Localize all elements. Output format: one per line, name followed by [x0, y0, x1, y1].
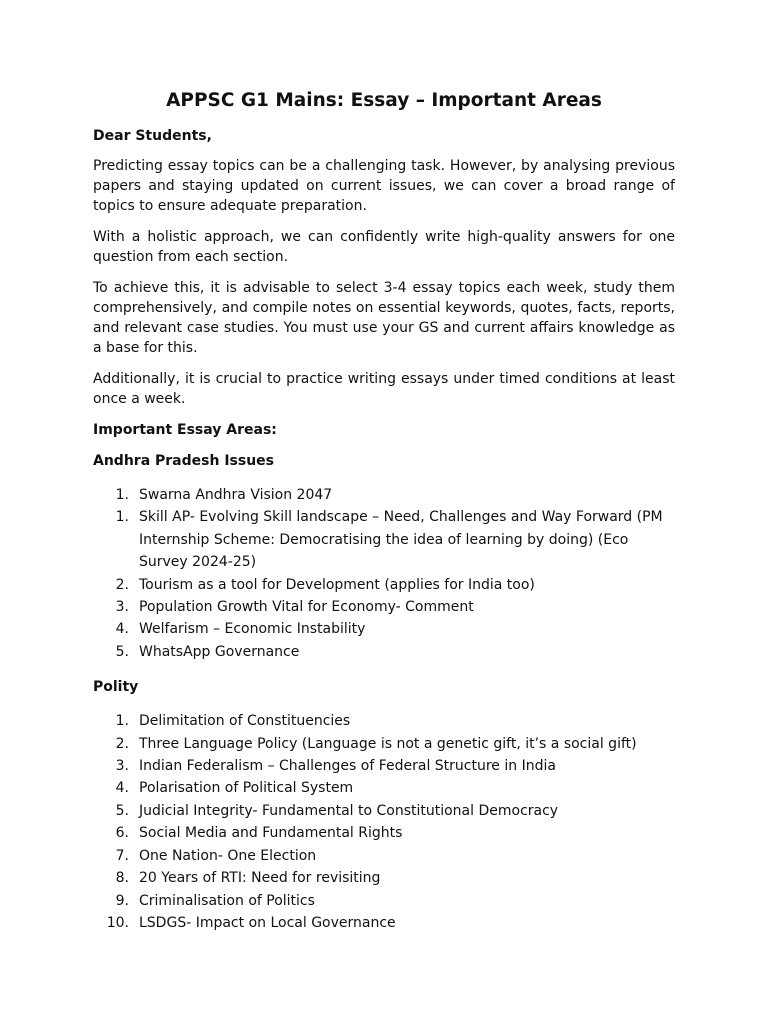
document-title: APPSC G1 Mains: Essay – Important Areas	[166, 90, 602, 111]
list-item-text: Polarisation of Political System	[139, 780, 354, 797]
list-item-text: Three Language Policy (Language is not a genetic gift, it’s a social gift)	[139, 735, 637, 752]
document-page	[93, 88, 675, 948]
list-item	[93, 618, 675, 640]
list-item	[93, 800, 675, 822]
list-item	[93, 484, 675, 506]
section-heading-polity: Polity	[93, 679, 139, 696]
list-number: 1.	[115, 509, 129, 526]
list-item	[93, 506, 675, 573]
list-number: 1.	[115, 713, 129, 730]
list-item	[93, 777, 675, 799]
list-number: 5.	[115, 802, 129, 819]
list-number: 6.	[115, 825, 129, 842]
list-item-text: Welfarism – Economic Instability	[139, 621, 366, 638]
list-item-text: LSDGS- Impact on Local Governance	[139, 914, 396, 931]
list-item	[93, 822, 675, 844]
list-item	[93, 641, 675, 663]
list-item	[93, 596, 675, 618]
list-item-text: Judicial Integrity- Fundamental to Constitutional Democracy	[139, 802, 559, 819]
list-item	[93, 845, 675, 867]
list-number: 2.	[115, 576, 129, 593]
list-item-text: Skill AP- Evolving Skill landscape – Need, Challenges and Way Forward (PM Internship Scheme: Democratising the idea of learning by doing) (Eco Survey 2024-25)	[139, 509, 663, 571]
list-item-text: Tourism as a tool for Development (applies for India too)	[139, 576, 535, 593]
list-item	[93, 912, 675, 934]
list-item-text: Indian Federalism – Challenges of Federal Structure in India	[139, 758, 556, 775]
list-number: 3.	[115, 599, 129, 616]
list-item	[93, 733, 675, 755]
list-number: 2.	[115, 735, 129, 752]
list-number: 9.	[115, 892, 129, 909]
paragraph-practice: Additionally, it is crucial to practice writing essays under timed conditions at least once a week.	[93, 371, 675, 407]
list-item	[93, 867, 675, 889]
list-item	[93, 710, 675, 732]
paragraph-intro: Predicting essay topics can be a challenging task. However, by analysing previous papers and staying updated on current issues, we can cover a broad range of topics to ensure adequate preparation.	[93, 158, 675, 214]
paragraph-weekly-topics: To achieve this, it is advisable to select 3-4 essay topics each week, study them comprehensively, and compile notes on essential keywords, quotes, facts, reports, and relevant case studies. You must use your GS and current affairs knowledge as a base for this.	[93, 280, 675, 356]
areas-heading: Important Essay Areas:	[93, 422, 277, 438]
list-number: 4.	[115, 780, 129, 797]
list-item-text: Delimitation of Constituencies	[139, 713, 351, 730]
list-number: 5.	[115, 643, 129, 660]
section-heading-ap-issues: Andhra Pradesh Issues	[93, 453, 274, 469]
list-number: 3.	[115, 758, 129, 775]
list-item	[93, 890, 675, 912]
list-item	[93, 755, 675, 777]
list-item-text: Social Media and Fundamental Rights	[139, 825, 403, 842]
paragraph-approach: With a holistic approach, we can confidently write high-quality answers for one question from each section.	[93, 229, 675, 265]
list-polity	[93, 710, 675, 934]
list-item-text: Swarna Andhra Vision 2047	[139, 487, 333, 503]
list-item	[93, 574, 675, 596]
list-number: 10.	[106, 914, 129, 931]
list-ap-issues	[93, 484, 675, 663]
list-number: 4.	[115, 621, 129, 638]
list-item-text: One Nation- One Election	[139, 847, 317, 864]
list-number: 1.	[115, 487, 129, 503]
list-item-text: Criminalisation of Politics	[139, 892, 315, 909]
list-number: 8.	[115, 870, 129, 887]
salutation: Dear Students,	[93, 128, 212, 144]
list-item-text: Population Growth Vital for Economy- Comment	[139, 599, 474, 616]
list-item-text: 20 Years of RTI: Need for revisiting	[139, 870, 381, 887]
list-number: 7.	[115, 847, 129, 864]
list-item-text: WhatsApp Governance	[139, 643, 300, 660]
